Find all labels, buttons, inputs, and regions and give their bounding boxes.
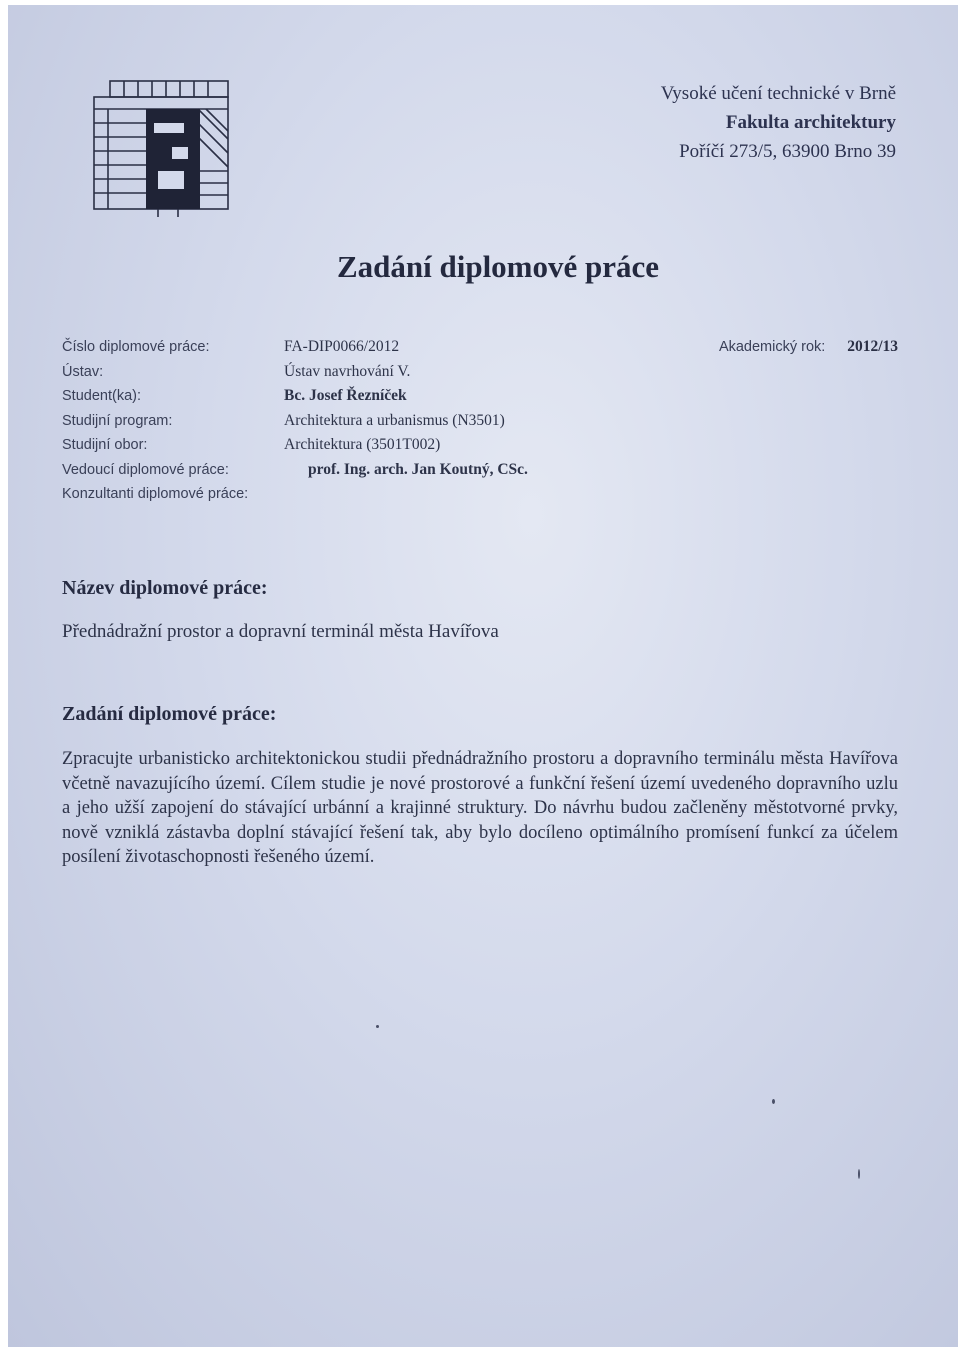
faculty-name: Fakulta architektury [725,112,896,133]
supervisor-label: Vedoucí diplomové práce: [62,461,229,478]
paper-speck [772,1099,775,1104]
program-label: Studijní program: [62,412,173,429]
field-value: Architektura (3501T002) [284,436,441,453]
academic-year-label: Akademický rok: [718,339,826,355]
thesis-number-label: Číslo diplomové práce: [62,339,210,355]
student-value: Bc. Josef Řezníček [284,387,407,404]
assignment-heading: Zadání diplomové práce: [62,703,277,725]
meta-row-thesis-number [62,335,528,360]
field-label: Studijní obor: [62,437,148,453]
meta-row-program [62,409,528,434]
meta-row-field [62,433,528,458]
consultants-label: Konzultanti diplomové práce: [62,486,249,502]
meta-row-consultants [62,482,528,507]
institute-value: Ústav navrhování V. [284,362,411,380]
meta-row-supervisor [62,458,528,483]
faculty-logo-icon [88,75,234,217]
student-label: Student(ka): [62,388,141,404]
thesis-name-heading: Název diplomové práce: [62,577,268,599]
meta-row-student [62,384,528,409]
faculty-address: Poříčí 273/5, 63900 Brno 39 [679,141,896,162]
document-page [8,5,958,1347]
academic-year [719,335,898,359]
supervisor-value: prof. Ing. arch. Jan Koutný, CSc. [308,460,528,478]
document-title: Zadání diplomové práce [336,249,660,284]
paper-speck [376,1025,379,1028]
assignment-text: Zpracujte urbanisticko architektonickou studii přednádražního prostoru a dopravního terminálu města Havířova včetně navazujícího území. Cílem studie je nové prostorové a funkční řešení území uvedeného dopravního uzlu a jeho užší zapojení do stávající urbánní a krajinné struktury. Do návrhu budou začleněny městotvorné prvky, nově vzniklá zástavba doplní stávající řešení tak, aby bylo docíleno optimálního promísení funkcí za účelem posílení životaschopnosti řešeného území. [62,749,898,867]
thesis-number-value: FA-DIP0066/2012 [284,338,400,355]
institute-label: Ústav: [62,363,104,380]
program-value: Architektura a urbanismus (N3501) [284,411,505,429]
academic-year-value: 2012/13 [847,338,898,355]
paper-speck [858,1169,860,1179]
meta-row-institute [62,360,528,385]
thesis-metadata [62,335,528,507]
university-name: Vysoké učení technické v Brně [660,83,896,104]
thesis-name-value: Přednádražní prostor a dopravní terminál města Havířova [62,621,499,642]
institution-header [661,79,896,166]
